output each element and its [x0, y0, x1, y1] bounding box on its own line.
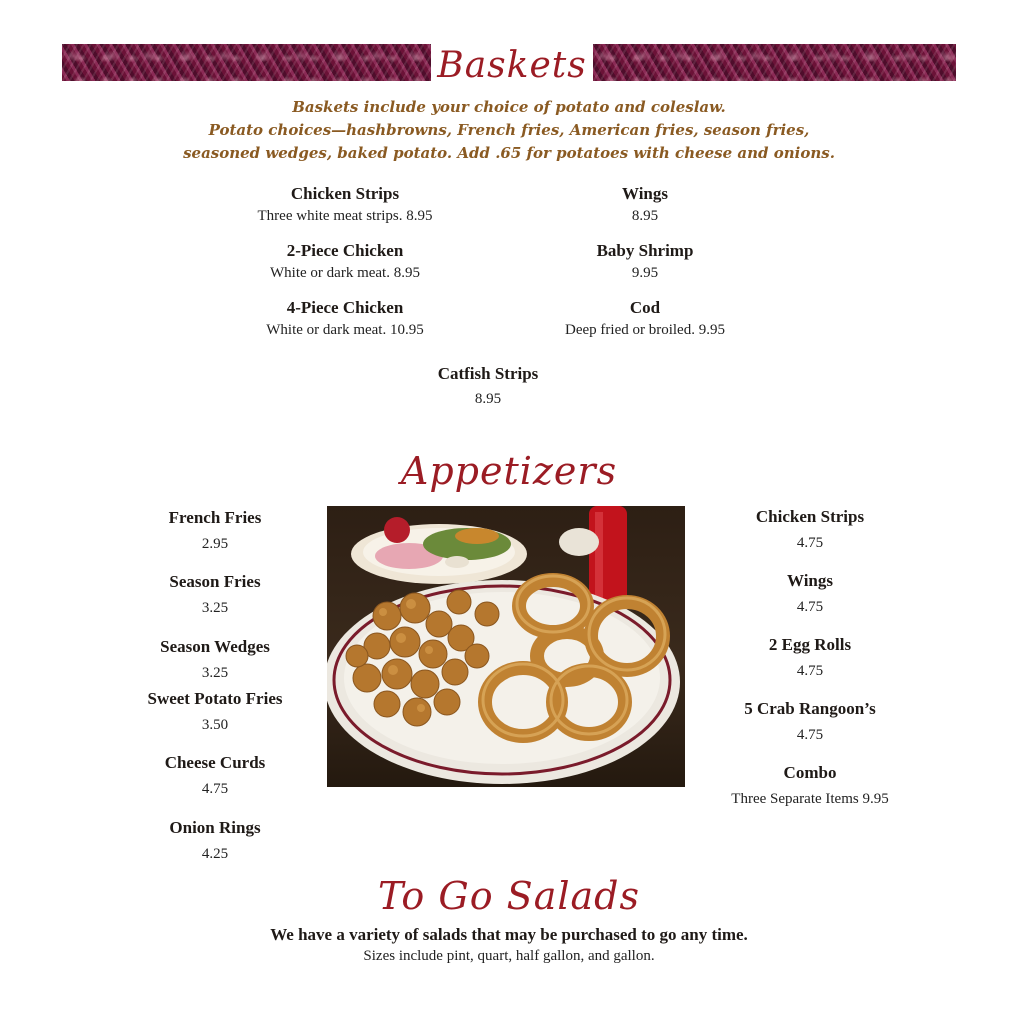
- basket-item-wings: [495, 184, 795, 226]
- baskets-title: Baskets: [437, 45, 587, 86]
- appetizer-item-2-egg-rolls: [690, 635, 930, 681]
- item-desc: 9.95: [631, 265, 659, 281]
- item-price: 4.75: [796, 727, 824, 743]
- appetizer-item-wings: [690, 571, 930, 617]
- item-price: Three Separate Items 9.95: [731, 791, 889, 807]
- item-price: 4.75: [201, 781, 229, 797]
- item-name: Baby Shrimp: [596, 241, 694, 260]
- appetizer-photo-illustration: [327, 506, 685, 787]
- appetizer-item-sweet-potato-fries: [115, 689, 315, 735]
- item-name: Wings: [787, 571, 833, 590]
- item-price: 3.25: [201, 665, 229, 681]
- basket-item-catfish-strips: [338, 364, 638, 409]
- item-price: 4.75: [796, 599, 824, 615]
- appetizer-item-combo: [690, 763, 930, 809]
- item-name: Chicken Strips: [755, 507, 865, 526]
- item-name: Wings: [622, 184, 668, 203]
- item-name: Cheese Curds: [164, 753, 266, 772]
- item-name: 2-Piece Chicken: [286, 241, 404, 260]
- item-name: Cod: [629, 298, 661, 317]
- appetizer-item-cheese-curds: [115, 753, 315, 799]
- item-name: Combo: [783, 763, 837, 782]
- appetizer-item-season-wedges: [115, 637, 315, 683]
- item-price: 4.25: [201, 846, 229, 862]
- item-desc: White or dark meat. 8.95: [270, 265, 420, 281]
- basket-item-4-piece-chicken: [195, 298, 495, 340]
- basket-item-cod: [495, 298, 795, 340]
- baskets-intro-line: Baskets include your choice of potato and coleslaw.: [292, 98, 726, 116]
- baskets-intro-line: Potato choices—hashbrowns, French fries, American fries, season fries,: [208, 121, 810, 139]
- item-desc: Deep fried or broiled. 9.95: [565, 322, 725, 338]
- appetizer-item-onion-rings: [115, 818, 315, 864]
- decorative-banner-right: [593, 44, 956, 81]
- item-price: 2.95: [201, 536, 229, 552]
- item-desc: 8.95: [474, 391, 502, 407]
- basket-item-2-piece-chicken: [195, 241, 495, 283]
- item-name: Chicken Strips: [290, 184, 400, 203]
- item-name: 4-Piece Chicken: [286, 298, 404, 317]
- decorative-banner-left: [62, 44, 431, 81]
- item-name: Season Wedges: [160, 637, 270, 656]
- baskets-intro: [100, 96, 918, 165]
- baskets-intro-line: seasoned wedges, baked potato. Add .65 for potatoes with cheese and onions.: [183, 144, 835, 162]
- item-desc: 8.95: [631, 208, 659, 224]
- appetizer-item-chicken-strips: [690, 507, 930, 553]
- salads-description: We have a variety of salads that may be purchased to go any time.: [270, 925, 748, 944]
- appetizer-item-french-fries: [115, 508, 315, 554]
- item-name: Catfish Strips: [437, 364, 539, 383]
- appetizer-item-5-crab-rangoons: [690, 699, 930, 745]
- item-desc: White or dark meat. 10.95: [266, 322, 424, 338]
- item-price: 4.75: [796, 663, 824, 679]
- item-name: 2 Egg Rolls: [768, 635, 852, 654]
- salads-title: To Go Salads: [378, 874, 640, 918]
- item-price: 3.50: [201, 717, 229, 733]
- appetizer-item-season-fries: [115, 572, 315, 618]
- basket-item-chicken-strips: [195, 184, 495, 226]
- item-name: Onion Rings: [169, 818, 261, 837]
- appetizer-photo: [327, 506, 685, 787]
- item-name: Sweet Potato Fries: [147, 689, 283, 708]
- salads-sizes: Sizes include pint, quart, half gallon, and gallon.: [363, 948, 655, 964]
- appetizers-title: Appetizers: [400, 449, 618, 493]
- item-price: 3.25: [201, 600, 229, 616]
- basket-item-baby-shrimp: [495, 241, 795, 283]
- item-name: 5 Crab Rangoon’s: [744, 699, 876, 718]
- item-desc: Three white meat strips. 8.95: [257, 208, 433, 224]
- item-price: 4.75: [796, 535, 824, 551]
- item-name: Season Fries: [169, 572, 261, 591]
- item-name: French Fries: [168, 508, 262, 527]
